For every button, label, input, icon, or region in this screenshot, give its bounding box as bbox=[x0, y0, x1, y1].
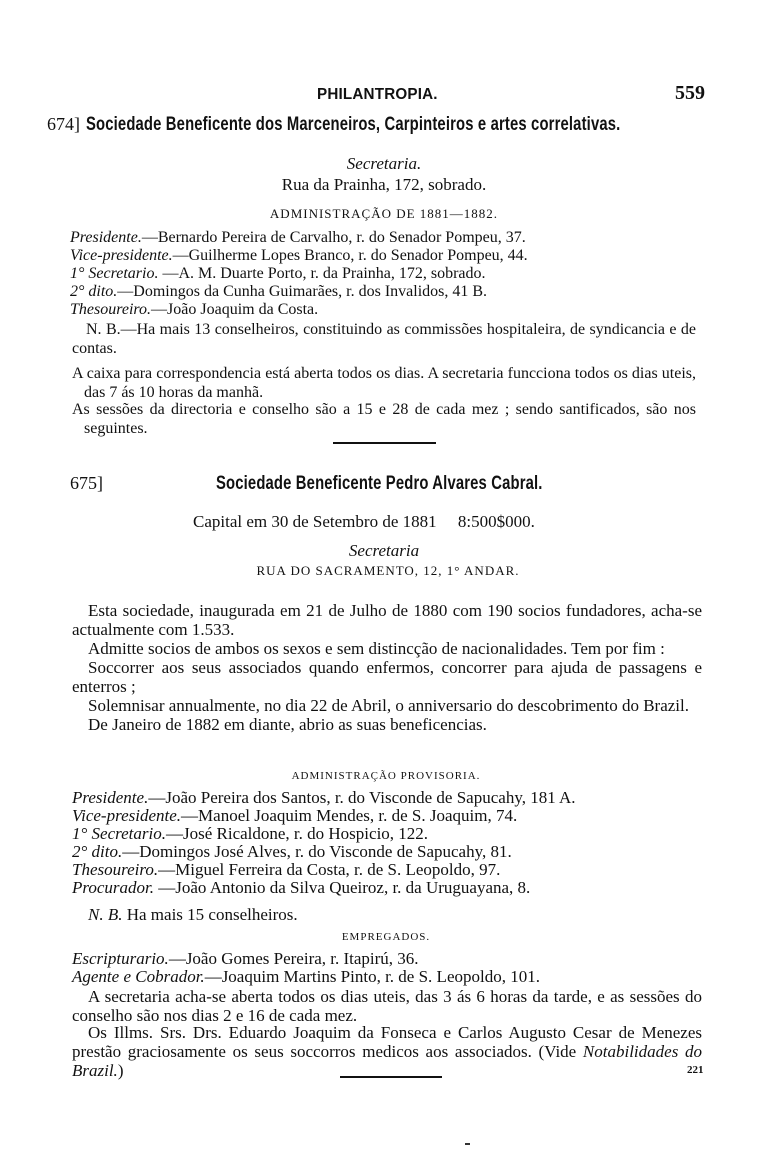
officer-role: Thesoureiro. bbox=[72, 860, 159, 879]
officer-details: —Bernardo Pereira de Carvalho, r. do Senador Pompeu, 37. bbox=[141, 229, 526, 246]
officer-role: 2° dito. bbox=[72, 842, 123, 861]
note-paragraph: As sessões da directoria e conselho são a 15 e 28 de cada mez ; sendo santificados, são nos seguintes. bbox=[72, 401, 696, 437]
employee-list bbox=[72, 950, 712, 986]
officer-role: Vice-presidente. bbox=[70, 247, 173, 264]
secretaria-label: Secretaria. bbox=[346, 154, 422, 173]
address: RUA DO SACRAMENTO, 12, 1° ANDAR. bbox=[256, 563, 520, 578]
print-speck bbox=[465, 1143, 470, 1145]
officer-row bbox=[70, 247, 710, 265]
administration-heading: ADMINISTRAÇÃO DE 1881—1882. bbox=[269, 206, 499, 221]
officer-row bbox=[72, 807, 712, 825]
closing-paragraph: A secretaria acha-se aberta todos os dias uteis, das 3 ás 6 horas da tarde, e as sessões do conselho são nos dias 2 e 16 de cada mez. bbox=[72, 987, 702, 1025]
employee-details: —João Gomes Pereira, r. Itapirú, 36. bbox=[168, 949, 419, 968]
section-divider bbox=[340, 1076, 442, 1078]
officer-row bbox=[70, 283, 710, 301]
officer-details: —José Ricaldone, r. do Hospicio, 122. bbox=[165, 824, 429, 843]
section-divider bbox=[333, 442, 436, 444]
officer-details: —Domingos da Cunha Guimarães, r. dos Invalidos, 41 B. bbox=[117, 283, 488, 300]
officer-role: Presidente. bbox=[70, 229, 142, 246]
nb-label: N. B. bbox=[88, 905, 123, 924]
employee-row bbox=[72, 950, 712, 968]
officer-list bbox=[72, 789, 712, 897]
officer-row bbox=[70, 229, 710, 247]
administration-heading: ADMINISTRAÇÃO PROVISORIA. bbox=[291, 770, 481, 782]
officer-row bbox=[70, 265, 710, 283]
description-paragraph: De Janeiro de 1882 em diante, abrio as suas beneficencias. bbox=[88, 715, 487, 734]
entry-number: 675] bbox=[70, 473, 103, 493]
closing-end: ) bbox=[117, 1061, 124, 1080]
signature-mark: 221 bbox=[687, 1064, 704, 1076]
officer-details: —João Pereira dos Santos, r. do Visconde de Sapucahy, 181 A. bbox=[148, 788, 576, 807]
officer-row bbox=[72, 879, 712, 897]
officer-role: Presidente. bbox=[72, 788, 149, 807]
address: Rua da Prainha, 172, sobrado. bbox=[281, 175, 487, 194]
officer-list bbox=[70, 229, 710, 319]
secretaria-label: Secretaria bbox=[348, 541, 420, 560]
closing-reference: Notabilidades do Brazil. bbox=[72, 1042, 702, 1080]
officer-row bbox=[70, 301, 710, 319]
capital-line: Capital em 30 de Setembro de 1881 8:500$000. bbox=[193, 512, 535, 531]
entry-title: Sociedade Beneficente dos Marceneiros, Carpinteiros e artes correlativas. bbox=[86, 114, 621, 135]
officer-row bbox=[72, 789, 712, 807]
officer-row bbox=[72, 843, 712, 861]
employee-role: Escripturario. bbox=[72, 949, 169, 968]
officer-role: Vice-presidente. bbox=[72, 806, 182, 825]
description-paragraph: Esta sociedade, inaugurada em 21 de Julho de 1880 com 190 socios fundadores, acha-se actualmente com 1.533. bbox=[72, 601, 702, 639]
entry-number: 674] bbox=[47, 114, 80, 134]
page-number: 559 bbox=[675, 82, 705, 104]
officer-details: —Guilherme Lopes Branco, r. do Senador Pompeu, 44. bbox=[172, 247, 528, 264]
closing-text: Os Illms. Srs. Drs. Eduardo Joaquim da Fonseca e Carlos Augusto Cesar de Menezes prestão graciosamente os seus soccorros medicos aos associados. (Vide bbox=[72, 1023, 702, 1061]
officer-role: 2° dito. bbox=[70, 283, 118, 300]
officer-role: 1° Secretario. bbox=[70, 265, 159, 282]
description-paragraph: Solemnisar annualmente, no dia 22 de Abril, o anniversario do descobrimento do Brazil. bbox=[88, 696, 689, 715]
employee-role: Agente e Cobrador. bbox=[72, 967, 205, 986]
note-paragraph: N. B.—Ha mais 13 conselheiros, constituindo as commissões hospitaleira, de syndicancia e de contas. bbox=[72, 321, 696, 357]
officer-row bbox=[72, 861, 712, 879]
running-title: PHILANTROPIA. bbox=[317, 86, 438, 103]
employee-row bbox=[72, 968, 712, 986]
officer-role: 1° Secretario. bbox=[72, 824, 166, 843]
officer-details: —João Antonio da Silva Queiroz, r. da Uruguayana, 8. bbox=[154, 878, 531, 897]
description-paragraph: Soccorrer aos seus associados quando enfermos, concorrer para ajuda de passagens e enterros ; bbox=[72, 658, 702, 696]
nb-note bbox=[88, 906, 298, 924]
employee-details: —Joaquim Martins Pinto, r. de S. Leopoldo, 101. bbox=[204, 967, 540, 986]
officer-details: —Domingos José Alves, r. do Visconde de Sapucahy, 81. bbox=[122, 842, 512, 861]
officer-details: —Manoel Joaquim Mendes, r. de S. Joaquim, 74. bbox=[181, 806, 518, 825]
officer-role: Thesoureiro. bbox=[70, 301, 152, 318]
officer-details: —Miguel Ferreira da Costa, r. de S. Leopoldo, 97. bbox=[158, 860, 501, 879]
nb-text: Ha mais 15 conselheiros. bbox=[122, 905, 298, 924]
description-paragraph: Admitte socios de ambos os sexos e sem distincção de nacionalidades. Tem por fim : bbox=[88, 639, 665, 658]
officer-details: —João Joaquim da Costa. bbox=[151, 301, 319, 318]
employees-heading: EMPREGADOS. bbox=[341, 931, 431, 943]
entry-title: Sociedade Beneficente Pedro Alvares Cabral. bbox=[216, 473, 543, 494]
note-paragraph: A caixa para correspondencia está aberta todos os dias. A secretaria funcciona todos os dias uteis, das 7 ás 10 horas da manhã. bbox=[72, 365, 696, 401]
officer-role: Procurador. bbox=[72, 878, 155, 897]
description-block bbox=[72, 601, 702, 734]
officer-row bbox=[72, 825, 712, 843]
officer-details: —A. M. Duarte Porto, r. da Prainha, 172, sobrado. bbox=[158, 265, 486, 282]
closing-paragraph bbox=[72, 1023, 702, 1080]
